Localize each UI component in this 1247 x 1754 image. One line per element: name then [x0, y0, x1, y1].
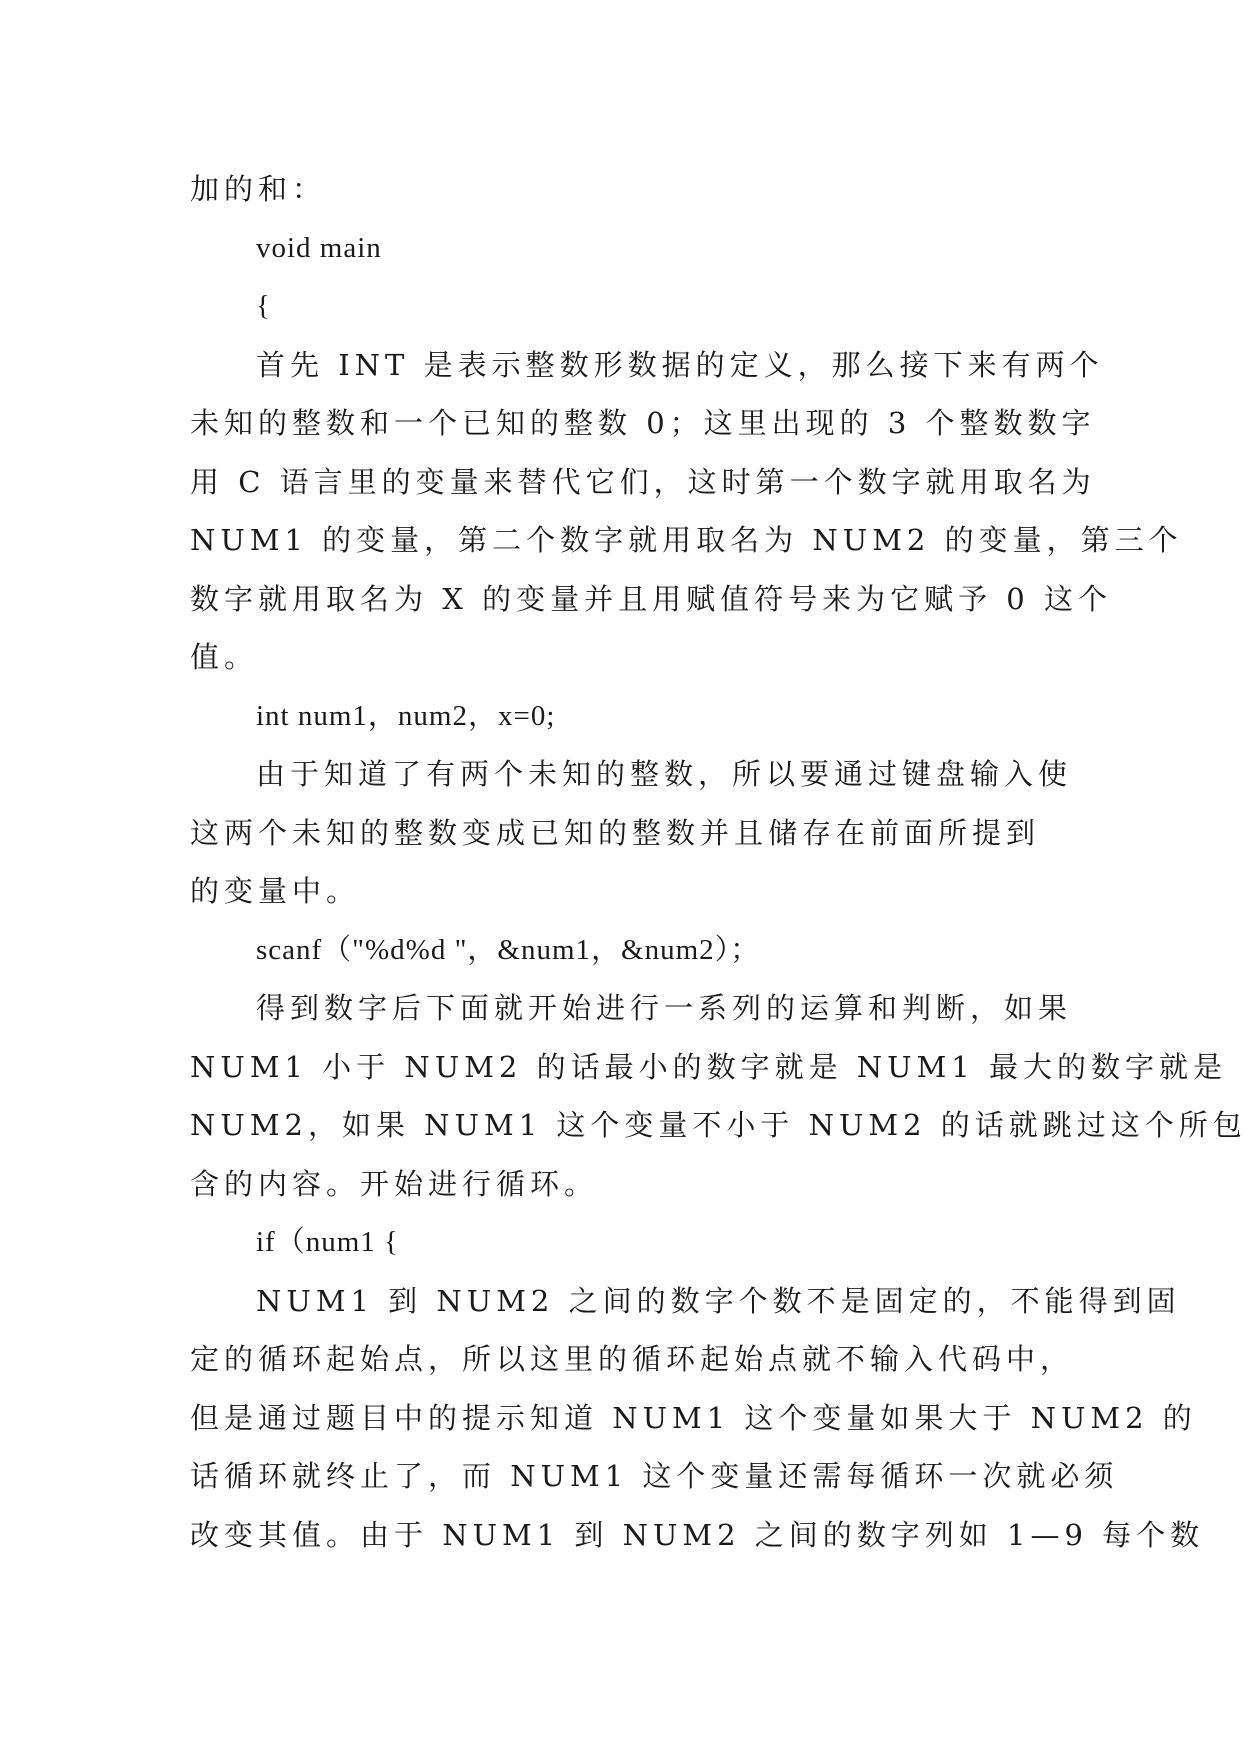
- text-line: 但是通过题目中的提示知道 NUM1 这个变量如果大于 NUM2 的: [190, 1400, 1197, 1435]
- text-line: NUM2，如果 NUM1 这个变量不小于 NUM2 的话就跳过这个所包: [190, 1108, 1247, 1142]
- paragraph-first-line: NUM1 到 NUM2 之间的数字个数不是固定的，不能得到固: [256, 1283, 1181, 1318]
- text-line: 数字就用取名为 X 的变量并且用赋值符号来为它赋予 0 这个: [190, 581, 1112, 616]
- paragraph-first-line: 得到数字后下面就开始进行一系列的运算和判断，如果: [256, 991, 1073, 1025]
- code-line: int num1，num2，x=0;: [256, 699, 556, 732]
- document-page: [190, 160, 1247, 1564]
- text-line: NUM1 小于 NUM2 的话最小的数字就是 NUM1 最大的数字就是: [190, 1049, 1227, 1084]
- paragraph-first-line: 首先 INT 是表示整数形数据的定义，那么接下来有两个: [256, 347, 1104, 382]
- code-line: scanf（"%d%d "，&num1，&num2）；: [256, 933, 761, 966]
- code-line: void main: [256, 231, 382, 264]
- code-line: if（num1 {: [256, 1226, 399, 1258]
- text-line: 未知的整数和一个已知的整数 0；这里出现的 3 个整数数字: [190, 406, 1096, 440]
- text-line: 加的和：: [190, 172, 327, 206]
- text-line: 用 C 语言里的变量来替代它们，这时第一个数字就用取名为: [190, 464, 1096, 499]
- text-line: 值。: [190, 640, 259, 674]
- text-line: 的变量中。: [190, 874, 361, 908]
- text-line: NUM1 的变量，第二个数字就用取名为 NUM2 的变量，第三个: [190, 523, 1183, 557]
- text-line: 含的内容。开始进行循环。: [190, 1166, 599, 1201]
- text-line: 这两个未知的整数变成已知的整数并且储存在前面所提到: [190, 815, 1041, 850]
- text-line: 定的循环起始点，所以这里的循环起始点就不输入代码中，: [190, 1342, 1075, 1376]
- text-line: 改变其值。由于 NUM1 到 NUM2 之间的数字列如 1—9 每个数: [190, 1517, 1205, 1552]
- text-line: 话循环就终止了，而 NUM1 这个变量还需每循环一次就必须: [190, 1459, 1119, 1493]
- paragraph-first-line: 由于知道了有两个未知的整数，所以要通过键盘输入使: [256, 757, 1073, 791]
- code-line: {: [256, 290, 271, 322]
